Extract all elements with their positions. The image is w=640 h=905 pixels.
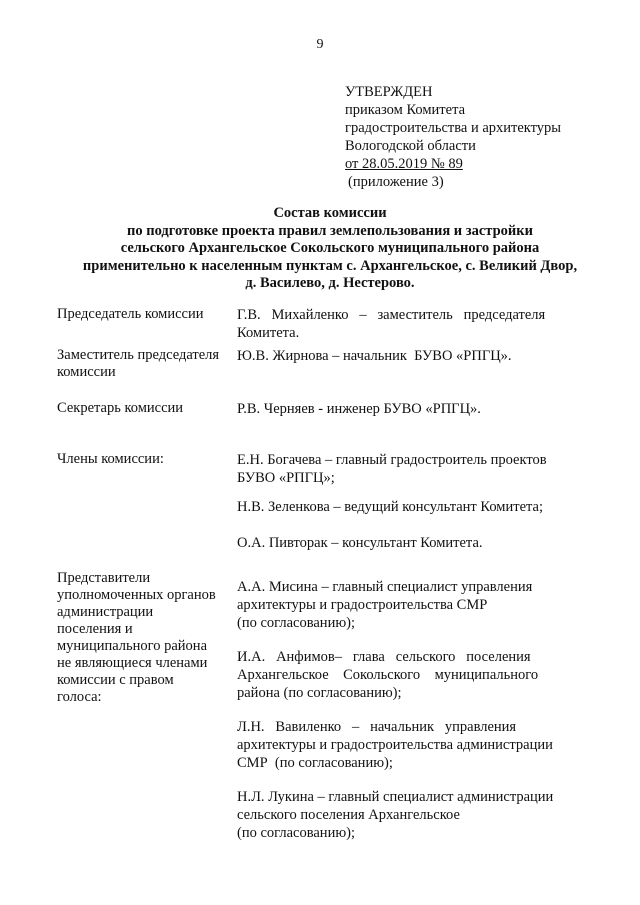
entry-line: архитектуры и градостроительства СМР (237, 597, 488, 613)
entry-line: Е.Н. Богачева – главный градостроитель проектов (237, 452, 547, 468)
entry-line: Л.Н. Вавиленко – начальник управления (237, 719, 517, 735)
entry-line: Р.В. Черняев - инженер БУВО «РПГЦ». (237, 401, 481, 417)
representatives-label (57, 570, 229, 706)
deputy-entry (237, 347, 579, 365)
entry-line: Комитета. (237, 325, 300, 341)
entry-line: БУВО «РПГЦ»; (237, 470, 335, 486)
member-entry (237, 451, 579, 487)
label-line: уполномоченных органов (57, 587, 216, 603)
member-entry (237, 498, 579, 516)
entry-line: И.А. Анфимов– глава сельского поселения (237, 649, 531, 665)
entry-line: Н.Л. Лукина – главный специалист администрации (237, 789, 554, 805)
label-line: голоса: (57, 689, 102, 705)
entry-line: СМР (по согласованию); (237, 755, 393, 771)
title-line: по подготовке проекта правил землепользования и застройки (127, 222, 533, 239)
representative-entry (237, 578, 579, 632)
chair-entry (237, 306, 579, 342)
approval-heading: УТВЕРЖДЕН (345, 84, 433, 100)
chair-label: Председатель комиссии (57, 306, 204, 322)
approval-line: градостроительства и архитектуры (345, 120, 562, 136)
page-number: 9 (316, 37, 324, 52)
entry-line: Г.В. Михайленко – заместитель председателя (237, 307, 546, 323)
label-line: муниципального района (57, 638, 207, 654)
label-line: администрации (57, 604, 154, 620)
entry-line: сельского поселения Архангельское (237, 807, 460, 823)
representative-entry (237, 648, 579, 702)
entry-line: (по согласованию); (237, 825, 356, 841)
representative-entry (237, 718, 579, 772)
secretary-label: Секретарь комиссии (57, 400, 184, 416)
approval-block (345, 83, 561, 191)
representative-entry (237, 788, 579, 842)
title-line: д. Василево, д. Нестерово. (245, 275, 415, 291)
secretary-entry (237, 400, 579, 418)
entry-line: Н.В. Зеленкова – ведущий консультант Комитета; (237, 499, 543, 515)
label-line: поселения и (57, 621, 133, 637)
member-entry (237, 534, 579, 552)
approval-line: Вологодской области (345, 138, 476, 154)
entry-line: Ю.В. Жирнова – начальник БУВО «РПГЦ». (237, 348, 512, 364)
title-line: Состав комиссии (273, 205, 387, 221)
label-line: не являющиеся членами (57, 655, 208, 671)
label-line: комиссии с правом (57, 672, 174, 688)
title-line: сельского Архангельское Сокольского муниципального района (120, 240, 540, 256)
order-reference: от 28.05.2019 № 89 (345, 156, 463, 172)
members-label: Члены комиссии: (57, 451, 164, 467)
entry-line: (по согласованию); (237, 615, 356, 631)
entry-line: района (по согласованию); (237, 685, 402, 701)
approval-line: приказом Комитета (345, 102, 466, 118)
title-line: применительно к населенным пунктам с. Архангельское, с. Великий Двор, (82, 257, 578, 274)
document-title (40, 205, 620, 293)
deputy-label: Заместитель председателя комиссии (57, 347, 220, 380)
entry-line: О.А. Пивторак – консультант Комитета. (237, 535, 483, 551)
entry-line: А.А. Мисина – главный специалист управления (237, 579, 533, 595)
entry-line: Архангельское Сокольского муниципального (237, 667, 539, 683)
appendix-label: (приложение 3) (348, 174, 444, 190)
entry-line: архитектуры и градостроительства администрации (237, 737, 553, 753)
label-line: Представители (57, 570, 151, 586)
